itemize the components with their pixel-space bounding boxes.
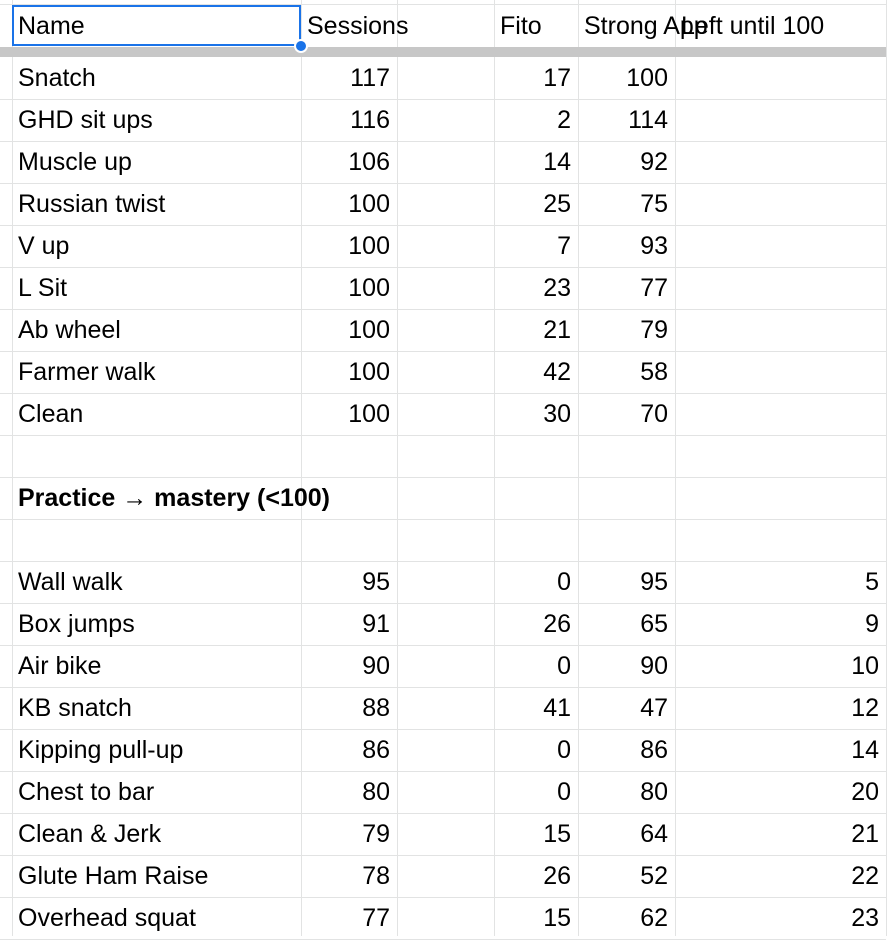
cell-sessions[interactable]: 100 [348, 274, 390, 302]
cell-strong[interactable]: 95 [640, 568, 668, 596]
cell-fito[interactable]: 15 [543, 904, 571, 932]
cell-name[interactable]: Box jumps [18, 610, 135, 638]
cell-strong[interactable]: 86 [640, 736, 668, 764]
cell-name[interactable]: Snatch [18, 64, 96, 92]
cell-sessions[interactable]: 95 [362, 568, 390, 596]
cell-strong[interactable]: 93 [640, 232, 668, 260]
cell-left[interactable] [675, 57, 886, 99]
cell-left[interactable]: 5 [865, 568, 879, 596]
cell-name[interactable]: Glute Ham Raise [18, 862, 209, 890]
cell-sessions[interactable]: 80 [362, 778, 390, 806]
row-gridline [0, 519, 886, 520]
header-cell[interactable]: Fito [500, 12, 542, 40]
row-gridline [0, 435, 886, 436]
cell-fito[interactable]: 41 [543, 694, 571, 722]
cell-name[interactable]: Clean [18, 400, 84, 428]
cell-fito[interactable]: 17 [543, 64, 571, 92]
cell-name[interactable]: Ab wheel [18, 316, 121, 344]
cell-left[interactable] [675, 351, 886, 393]
cell-strong[interactable]: 70 [640, 400, 668, 428]
cell-name[interactable]: Wall walk [18, 568, 123, 596]
cell-sessions[interactable]: 90 [362, 652, 390, 680]
cell-fito[interactable]: 15 [543, 820, 571, 848]
cell-name[interactable]: Air bike [18, 652, 102, 680]
cell-sessions[interactable]: 116 [350, 106, 390, 134]
cell-left[interactable]: 20 [851, 778, 879, 806]
cell-fito[interactable]: 0 [557, 568, 571, 596]
cell-fito[interactable]: 21 [543, 316, 571, 344]
cell-fito[interactable]: 23 [543, 274, 571, 302]
cell-name[interactable]: Kipping pull-up [18, 736, 184, 764]
cell-strong[interactable]: 52 [640, 862, 668, 890]
header-cell[interactable]: Name [18, 12, 85, 40]
cell-name[interactable]: Chest to bar [18, 778, 155, 806]
cell-sessions[interactable]: 77 [362, 904, 390, 932]
cell-name[interactable]: L Sit [18, 274, 68, 302]
cell-strong[interactable]: 100 [626, 64, 668, 92]
cell-left[interactable] [675, 393, 886, 435]
cell-sessions[interactable]: 117 [350, 64, 390, 92]
cell-fito[interactable]: 0 [557, 652, 571, 680]
cell-sessions[interactable]: 78 [362, 862, 390, 890]
cell-left[interactable] [675, 267, 886, 309]
cell-sessions[interactable]: 100 [348, 232, 390, 260]
cell-strong[interactable]: 47 [640, 694, 668, 722]
frozen-row-divider[interactable] [0, 47, 886, 57]
cell-fito[interactable]: 0 [557, 736, 571, 764]
cell-fito[interactable]: 2 [557, 106, 571, 134]
cell-left[interactable] [675, 99, 886, 141]
cell-sessions[interactable]: 91 [362, 610, 390, 638]
cell-fito[interactable]: 42 [543, 358, 571, 386]
cell-left[interactable] [675, 225, 886, 267]
cell-name[interactable]: Farmer walk [18, 358, 156, 386]
cell-fito[interactable]: 26 [543, 862, 571, 890]
cell-name[interactable]: Overhead squat [18, 904, 196, 932]
cell-strong[interactable]: 64 [640, 820, 668, 848]
header-cell[interactable]: Sessions [307, 12, 409, 40]
cell-left[interactable] [675, 141, 886, 183]
cell-left[interactable] [675, 309, 886, 351]
cell-strong[interactable]: 77 [640, 274, 668, 302]
cell-strong[interactable]: 90 [640, 652, 668, 680]
active-cell-selection [12, 5, 301, 46]
cell-sessions[interactable]: 106 [348, 148, 390, 176]
cell-name[interactable]: Muscle up [18, 148, 132, 176]
cell-left[interactable]: 21 [851, 820, 879, 848]
fill-handle[interactable] [294, 39, 308, 53]
cell-left[interactable]: 14 [851, 736, 879, 764]
header-cell[interactable]: Left until 100 [681, 12, 825, 40]
section-label[interactable]: Practice → mastery (<100) [18, 484, 330, 512]
cell-strong[interactable]: 58 [640, 358, 668, 386]
cell-sessions[interactable]: 88 [362, 694, 390, 722]
cell-fito[interactable]: 30 [543, 400, 571, 428]
cell-name[interactable]: Russian twist [18, 190, 166, 218]
cell-sessions[interactable]: 100 [348, 316, 390, 344]
cell-left[interactable]: 10 [851, 652, 879, 680]
cell-name[interactable]: Clean & Jerk [18, 820, 162, 848]
cell-name[interactable]: GHD sit ups [18, 106, 153, 134]
cell-left[interactable]: 22 [851, 862, 879, 890]
cell-sessions[interactable]: 100 [348, 190, 390, 218]
cell-left[interactable]: 9 [865, 610, 879, 638]
cell-sessions[interactable]: 100 [348, 400, 390, 428]
cell-name[interactable]: V up [18, 232, 70, 260]
cell-fito[interactable]: 14 [543, 148, 571, 176]
cell-left[interactable]: 12 [851, 694, 879, 722]
cell-sessions[interactable]: 100 [348, 358, 390, 386]
cell-sessions[interactable]: 79 [362, 820, 390, 848]
cell-fito[interactable]: 7 [557, 232, 571, 260]
cell-strong[interactable]: 62 [640, 904, 668, 932]
cell-strong[interactable]: 80 [640, 778, 668, 806]
cell-name[interactable]: KB snatch [18, 694, 132, 722]
cell-strong[interactable]: 92 [640, 148, 668, 176]
cell-strong[interactable]: 75 [640, 190, 668, 218]
header-cell[interactable]: Strong App [584, 12, 708, 40]
cell-fito[interactable]: 0 [557, 778, 571, 806]
cell-left[interactable] [675, 183, 886, 225]
cell-sessions[interactable]: 86 [362, 736, 390, 764]
cell-left[interactable]: 23 [851, 904, 879, 932]
cell-strong[interactable]: 79 [640, 316, 668, 344]
cell-strong[interactable]: 114 [628, 106, 668, 134]
cell-fito[interactable]: 26 [543, 610, 571, 638]
cell-strong[interactable]: 65 [640, 610, 668, 638]
cell-fito[interactable]: 25 [543, 190, 571, 218]
